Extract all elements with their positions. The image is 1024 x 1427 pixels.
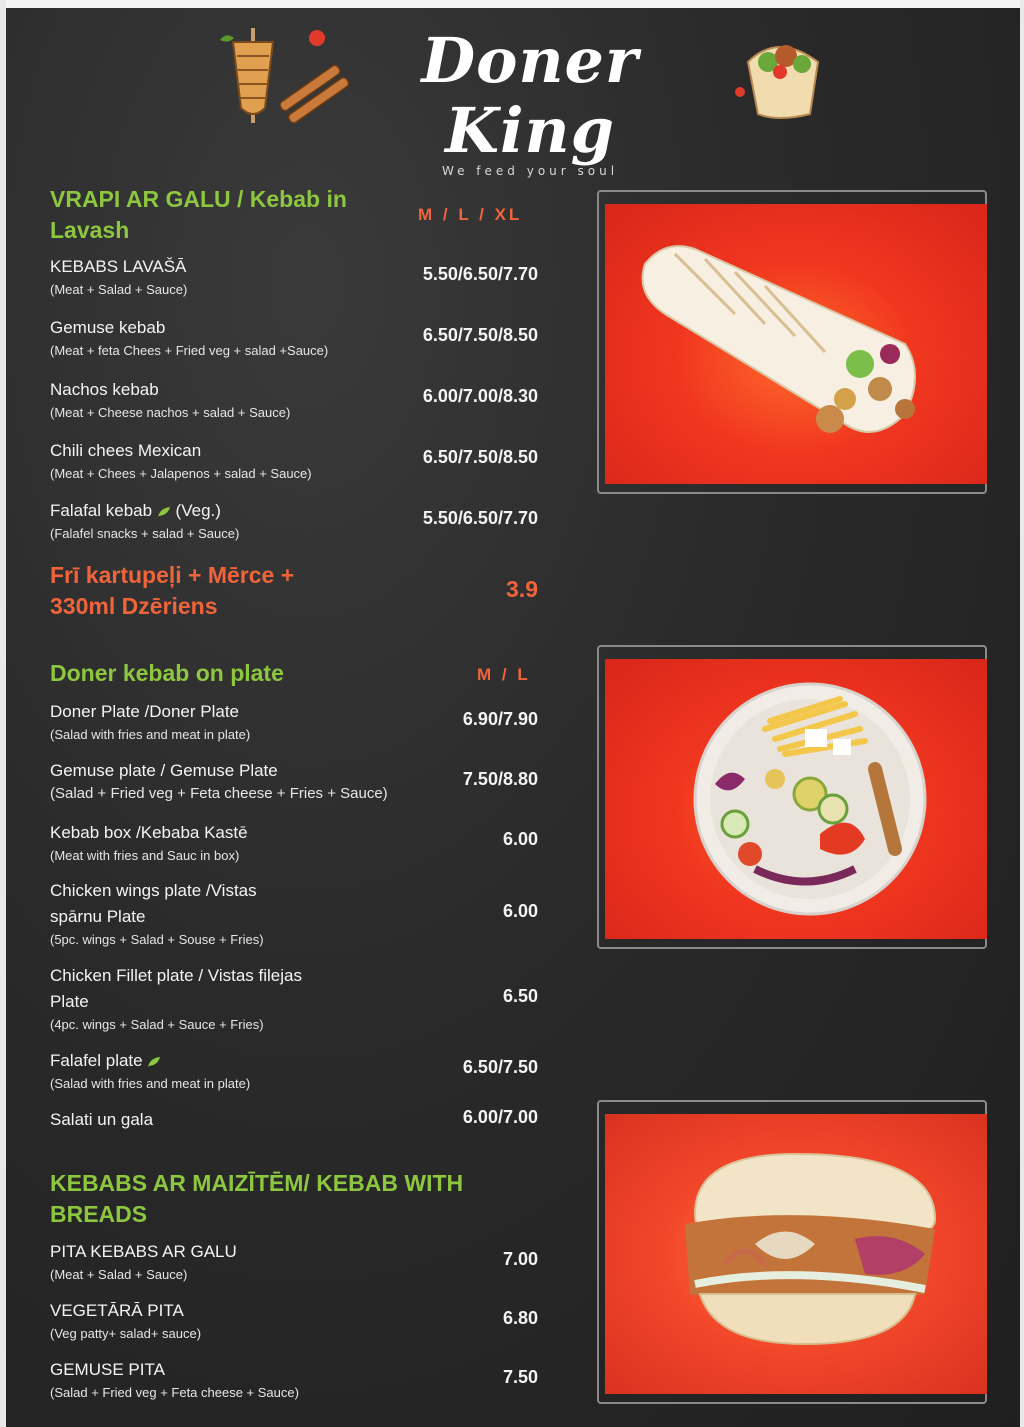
photo-plate bbox=[605, 659, 987, 939]
item-name: Chicken Fillet plate / Vistas filejas bbox=[50, 966, 302, 985]
item-name: Kebab box /Kebaba Kastē bbox=[50, 823, 248, 842]
promo-price: 3.9 bbox=[506, 576, 538, 602]
item-desc: (Salad + Fried veg + Feta cheese + Fries + Sauce) bbox=[50, 785, 388, 802]
promo-line2: 330ml Dzēriens bbox=[50, 593, 218, 619]
item-name-line2: spārnu Plate bbox=[50, 907, 146, 926]
item-desc: (5pc. wings + Salad + Souse + Fries) bbox=[50, 932, 264, 947]
section-plate-sizes: M / L bbox=[477, 665, 531, 684]
section-wraps-title: VRAPI AR GALU / Kebab in Lavash bbox=[50, 186, 347, 243]
item-desc: (Meat + feta Chees + Fried veg + salad +Sauce) bbox=[50, 343, 329, 358]
item-desc: (Meat + Salad + Sauce) bbox=[50, 282, 188, 297]
photo-pita bbox=[605, 1114, 987, 1394]
doner-spit-icon bbox=[205, 28, 355, 128]
item-price: 5.50/6.50/7.70 bbox=[422, 508, 538, 528]
section-bread-title-line1: KEBABS AR MAIZĪTĒM/ KEBAB WITH bbox=[50, 1170, 464, 1196]
item-price: 6.50 bbox=[502, 986, 538, 1006]
veg-label: (Veg.) bbox=[175, 501, 221, 520]
item-desc: (Salad + Fried veg + Feta cheese + Sauce) bbox=[50, 1385, 299, 1400]
photo-card-plate bbox=[597, 645, 991, 955]
item-price: 6.50/7.50/8.50 bbox=[422, 325, 538, 345]
item-desc: (Meat + Cheese nachos + salad + Sauce) bbox=[50, 405, 291, 420]
item-name-line2: Plate bbox=[50, 992, 89, 1011]
item-desc: (Salad with fries and meat in plate) bbox=[50, 727, 251, 742]
item-price: 6.00 bbox=[502, 901, 538, 921]
item-desc: (Meat + Salad + Sauce) bbox=[50, 1267, 188, 1282]
item-price: 6.50/7.50/8.50 bbox=[422, 447, 538, 467]
item-price: 7.50/8.80 bbox=[462, 769, 538, 789]
promo-line1: Frī kartupeļi + Mērce + bbox=[50, 562, 295, 588]
item-desc: (Meat with fries and Sauc in box) bbox=[50, 848, 240, 863]
item-price: 6.00 bbox=[502, 829, 538, 849]
item-price: 6.80 bbox=[502, 1308, 538, 1328]
item-name: Salati un gala bbox=[50, 1110, 154, 1129]
item-price: 6.00/7.00/8.30 bbox=[422, 386, 538, 406]
brand-tagline: We feed your soul bbox=[441, 164, 619, 178]
item-desc: (Veg patty+ salad+ sauce) bbox=[50, 1326, 202, 1341]
item-desc: (Falafel snacks + salad + Sauce) bbox=[50, 526, 240, 541]
frame-top bbox=[0, 0, 1024, 8]
item-price: 6.50/7.50 bbox=[462, 1057, 538, 1077]
item-name: PITA KEBABS AR GALU bbox=[50, 1242, 237, 1261]
leaf-icon bbox=[157, 506, 171, 518]
photo-card-pita bbox=[597, 1100, 991, 1410]
item-price: 7.50 bbox=[502, 1367, 538, 1387]
section-bread-title-line2: BREADS bbox=[50, 1201, 148, 1227]
item-name: Gemuse kebab bbox=[50, 318, 166, 337]
item-price: 7.00 bbox=[502, 1249, 538, 1269]
item-name: Chili chees Mexican bbox=[50, 441, 202, 460]
wrap-food-icon bbox=[728, 22, 838, 122]
section-wraps-sizes: M / L / XL bbox=[418, 205, 523, 224]
leaf-icon bbox=[147, 1056, 161, 1068]
frame-right bbox=[1020, 0, 1024, 1427]
item-desc: (4pc. wings + Salad + Sauce + Fries) bbox=[50, 1017, 264, 1032]
brand-name: Doner King bbox=[421, 24, 639, 167]
frame-left bbox=[0, 0, 6, 1427]
item-name: Gemuse plate / Gemuse Plate bbox=[50, 761, 278, 780]
item-desc: (Salad with fries and meat in plate) bbox=[50, 1076, 251, 1091]
promo-title bbox=[50, 560, 294, 622]
item-name: Doner Plate /Doner Plate bbox=[50, 702, 239, 721]
section-plate-title: Doner kebab on plate bbox=[50, 660, 284, 686]
item-name: KEBABS LAVAŠĀ bbox=[50, 257, 187, 276]
item-name: VEGETĀRĀ PITA bbox=[50, 1301, 184, 1320]
item-price: 6.90/7.90 bbox=[462, 709, 538, 729]
brand bbox=[360, 26, 700, 178]
photo-card-wrap bbox=[597, 190, 991, 500]
item-desc: (Meat + Chees + Jalapenos + salad + Sauce) bbox=[50, 466, 312, 481]
item-name-text: Falafel plate bbox=[50, 1051, 143, 1070]
item-name: Nachos kebab bbox=[50, 380, 159, 399]
item-name: Chicken wings plate /Vistas bbox=[50, 881, 257, 900]
item-price: 5.50/6.50/7.70 bbox=[422, 264, 538, 284]
photo-wrap bbox=[605, 204, 987, 484]
item-name-text: Falafal kebab bbox=[50, 501, 153, 520]
item-name: GEMUSE PITA bbox=[50, 1360, 165, 1379]
section-bread-title bbox=[50, 1168, 510, 1230]
item-price: 6.00/7.00 bbox=[462, 1107, 538, 1127]
